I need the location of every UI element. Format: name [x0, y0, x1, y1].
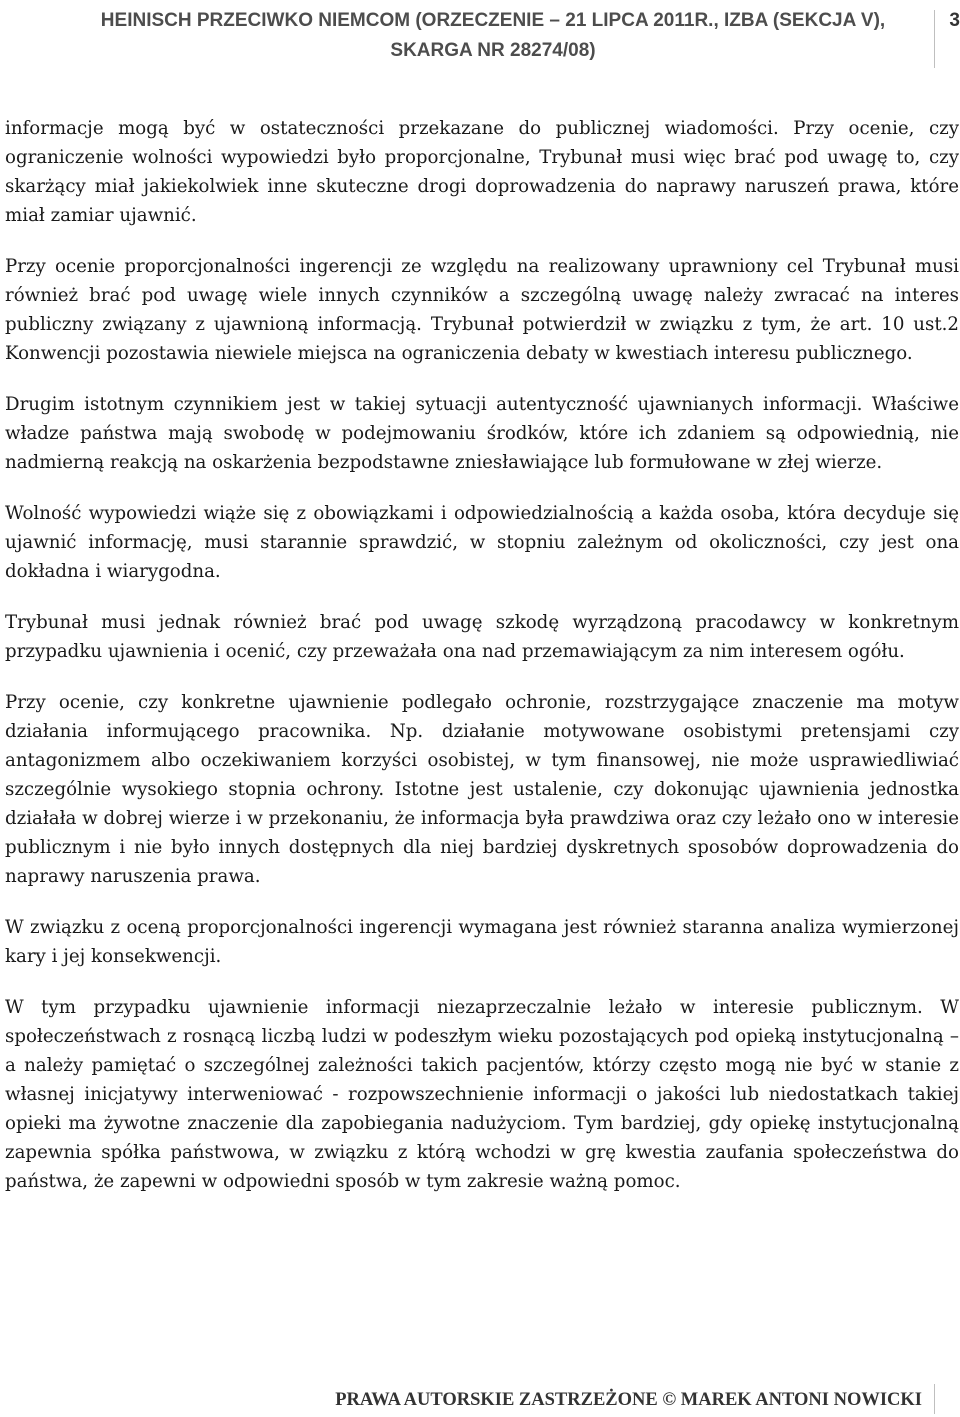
paragraph-5: Trybunał musi jednak również brać pod uwagę szkodę wyrządzoną pracodawcy w konkretnym przypadku ujawnienia i ocenić, czy przeważała ona nad przemawiającym za nim interesem ogółu.: [5, 612, 959, 662]
document-body: [5, 114, 959, 1218]
copyright-notice: PRAWA AUTORSKIE ZASTRZEŻONE © MAREK ANTONI NOWICKI: [335, 1390, 922, 1410]
paragraph-1: informacje mogą być w ostateczności przekazane do publicznej wiadomości. Przy ocenie, czy ograniczenie wolności wypowiedzi było proporcjonalne, Trybunał musi więc brać pod uwagę to, czy skarżący miał jakiekolwiek inne skuteczne drogi doprowadzenia do naprawy naruszeń prawa, które miał zamiar ujawnić.: [5, 118, 959, 226]
page-number: 3: [949, 10, 960, 31]
footer-divider: [934, 1384, 935, 1414]
paragraph-8: W tym przypadku ujawnienie informacji niezaprzeczalnie leżało w interesie publicznym. W społeczeństwach z rosnącą liczbą ludzi w podeszłym wieku pozostających pod opieką instytucjonalną – a należy pamiętać o szczególnej zależności takich pacjentów, którzy często mogą nie być w stanie z własnej inicjatywy interweniować - rozpowszechnienie informacji o jakości lub niedostatkach takiej opieki ma żywotne znaczenie dla zapobiegania nadużyciom. Tym bardziej, gdy opiekę instytucjonalną zapewnia spółka państwowa, w związku z którą wchodzi w grę kwestia zaufania społeczeństwa do państwa, że zapewni w odpowiedni sposób w tym zakresie ważną pomoc.: [5, 997, 959, 1192]
paragraph-3: Drugim istotnym czynnikiem jest w takiej sytuacji autentyczność ujawnianych informacji. Właściwe władze państwa mają swobodę w podejmowaniu środków, które ich zdaniem są odpowiednią, nie nadmierną reakcją na oskarżenia bezpodstawne zniesławiające lub formułowane w złej wierze.: [5, 394, 959, 473]
page-footer: [0, 1382, 960, 1417]
paragraph-4: Wolność wypowiedzi wiąże się z obowiązkami i odpowiedzialnością a każda osoba, która decyduje się ujawnić informację, musi starannie sprawdzić, w stopniu zależnym od okoliczności, czy jest ona dokładna i wiarygodna.: [5, 503, 959, 582]
paragraph-6: Przy ocenie, czy konkretne ujawnienie podlegało ochronie, rozstrzygające znaczenie ma motyw działania informującego pracownika. Np. działanie motywowane osobistymi pretensjami czy antagonizmem albo oczekiwaniem korzyści osobistej, w tym finansowej, nie może usprawiedliwiać szczególnie wysokiego stopnia ochrony. Istotne jest ustalenie, czy dokonując ujawnienia jednostka działała w dobrej wierze i w przekonaniu, że informacja była prawdziwa oraz czy leżało ono w interesie publicznym i nie było innych dostępnych dla niej bardziej dyskretnych sposobów doprowadzenia do naprawy naruszenia prawa.: [5, 692, 959, 887]
paragraph-7: W związku z oceną proporcjonalności ingerencji wymagana jest również staranna analiza wymierzonej kary i jej konsekwencji.: [5, 917, 959, 967]
page-header: [0, 0, 960, 80]
paragraph-2: Przy ocenie proporcjonalności ingerencji ze względu na realizowany uprawniony cel Trybunał musi również brać pod uwagę wiele innych czynników a szczególną uwagę należy zwracać na interes publiczny związany z ujawnioną informacją. Trybunał potwierdził w związku z tym, że art. 10 ust.2 Konwencji pozostawia niewiele miejsca na ograniczenia debaty w kwestiach interesu publicznego.: [5, 256, 959, 364]
document-title: HEINISCH PRZECIWKO NIEMCOM (ORZECZENIE – 21 LIPCA 2011R., IZBA (SEKCJA V), SKARGA NR 28274/08): [100, 10, 886, 61]
